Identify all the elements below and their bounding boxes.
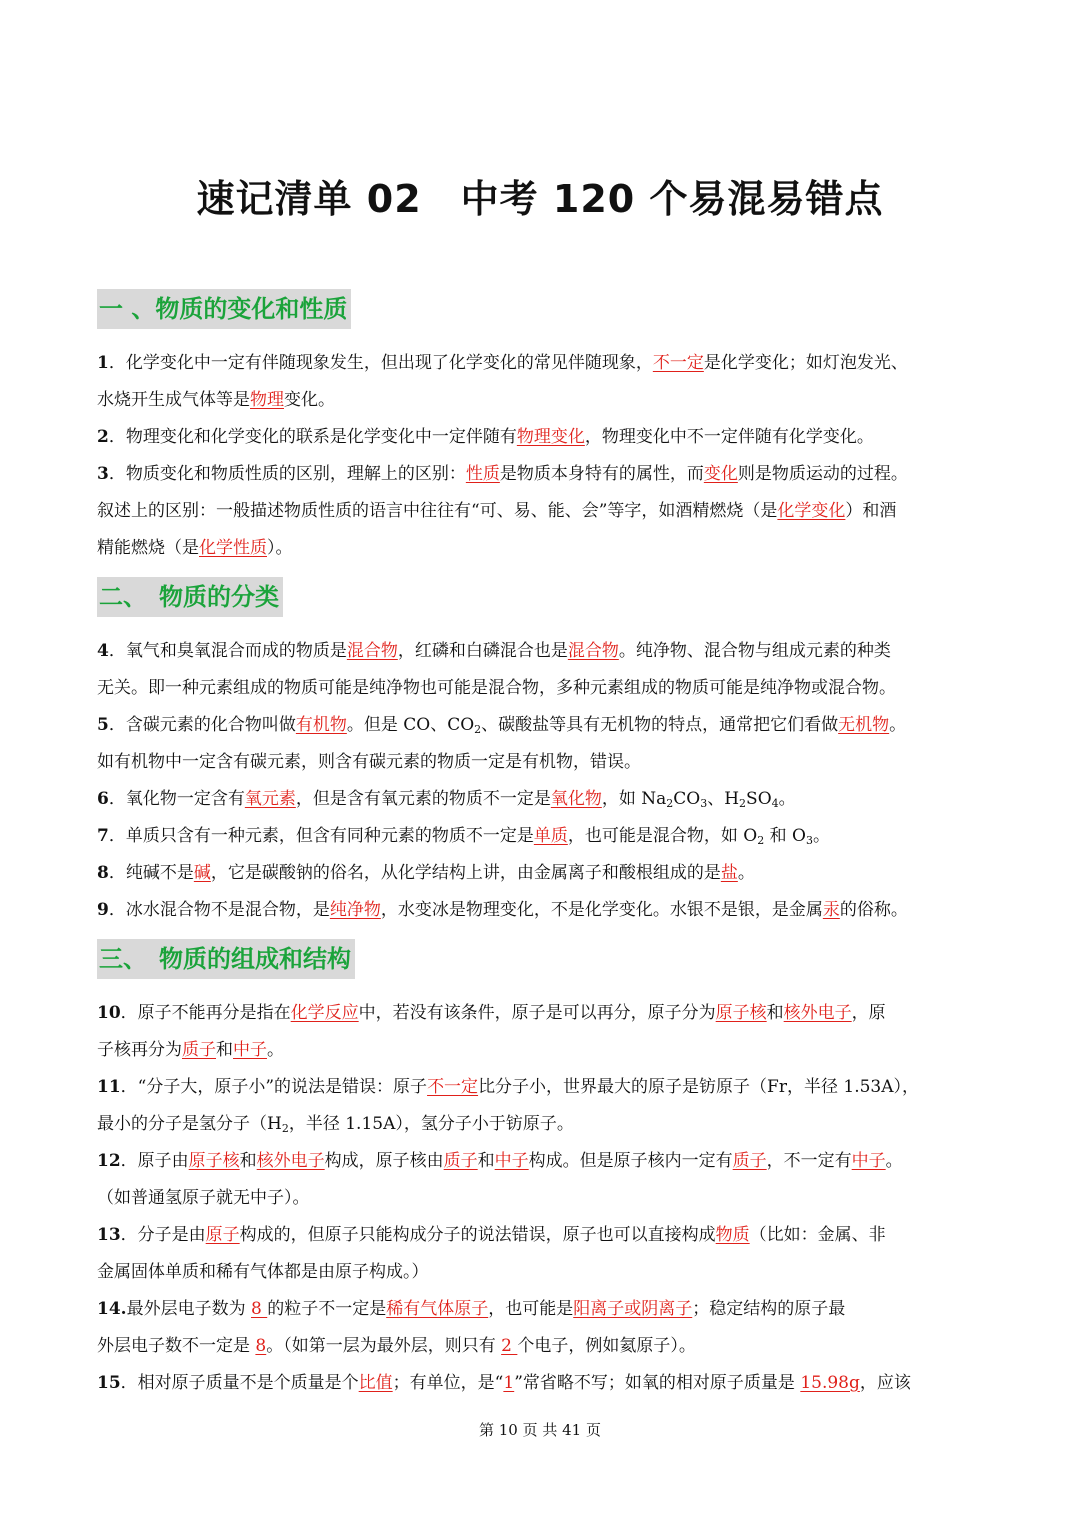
text-run: ．氧化物一定含有	[108, 789, 245, 809]
answer-highlight: 纯净物	[329, 900, 381, 920]
subscript: 2	[281, 1122, 289, 1135]
section-heading-2: 二、 物质的分类	[97, 577, 283, 617]
item-number: 11	[97, 1077, 121, 1097]
text-run: ；有单位，是“	[392, 1373, 504, 1393]
body-line	[97, 862, 985, 884]
text-run: ．原子由	[120, 1151, 189, 1171]
answer-highlight: 中子	[851, 1151, 886, 1171]
answer-highlight: 物理变化	[516, 427, 585, 447]
body-line	[97, 677, 985, 699]
text-run: 子核再分为	[97, 1040, 182, 1060]
page-footer: 第 10 页 共 41 页	[478, 1421, 601, 1439]
item-number: 3	[97, 464, 109, 484]
text-run: 。	[885, 1151, 903, 1171]
answer-highlight: 中子	[233, 1040, 267, 1060]
answer-highlight: 物质	[715, 1225, 750, 1245]
answer-highlight: 化学反应	[290, 1003, 359, 1023]
item-number: 1	[97, 353, 109, 373]
subscript: 4	[771, 797, 779, 810]
answer-highlight: 原子核	[188, 1151, 240, 1171]
text-run: ．含碳元素的化合物叫做	[108, 715, 296, 735]
text-run: ．单质只含有一种元素，但含有同种元素的物质不一定是	[108, 826, 534, 846]
answer-highlight: 8	[255, 1336, 267, 1356]
text-run: 无关。即一种元素组成的物质可能是纯净物也可能是混合物，多种元素组成的物质可能是纯净物或混合物。	[97, 678, 896, 698]
text-run: 的俗称。	[839, 900, 908, 920]
body-line	[97, 352, 985, 374]
text-run: 。纯净物、混合物与组成元素的种类	[618, 641, 891, 661]
text-run: ）和酒	[845, 501, 897, 521]
text-run: 。	[889, 715, 907, 735]
text-run: ）。	[267, 538, 293, 558]
answer-highlight: 物理	[250, 390, 284, 410]
body-line	[97, 463, 985, 485]
body-line	[97, 788, 985, 810]
item-number: 8	[97, 863, 109, 883]
text-run: ，也可能是	[488, 1299, 574, 1319]
text-run: ，不一定有	[766, 1151, 852, 1171]
text-run: ，它是碳酸钠的俗名，从化学结构上讲，由金属离子和酸根组成的是	[210, 863, 721, 883]
body-line	[97, 714, 985, 736]
answer-highlight: 无机物	[838, 715, 890, 735]
answer-highlight: 比值	[358, 1373, 393, 1393]
answer-highlight: 混合物	[346, 641, 398, 661]
text-run: 精能燃烧（是	[97, 538, 199, 558]
text-run: 水烧开生成气体等是	[97, 390, 250, 410]
answer-highlight: 1	[503, 1373, 515, 1393]
text-run: 。但是 CO、CO	[346, 715, 475, 735]
item-number: 12	[97, 1151, 121, 1171]
answer-highlight: 原子	[205, 1225, 240, 1245]
answer-highlight: 核外电子	[256, 1151, 325, 1171]
section-heading-3: 三、 物质的组成和结构	[97, 939, 355, 979]
text-run: 和	[477, 1151, 495, 1171]
text-run: 和	[239, 1151, 257, 1171]
text-run: ，水变冰是物理变化，不是化学变化。水银不是银，是金属	[380, 900, 823, 920]
text-run: 变化。	[284, 390, 335, 410]
text-run: 构成的，但原子只能构成分子的说法错误，原子也可以直接构成	[239, 1225, 716, 1245]
answer-highlight: 2	[501, 1336, 518, 1356]
body-line	[97, 1372, 985, 1394]
body-line	[97, 1113, 985, 1135]
body-line	[97, 899, 985, 921]
text-run: 和	[216, 1040, 233, 1060]
text-run: 构成，原子核由	[324, 1151, 444, 1171]
item-number: 7	[97, 826, 109, 846]
text-run: 中，若没有该条件，原子是可以再分，原子分为	[358, 1003, 716, 1023]
text-run: 外层电子数不一定是	[97, 1336, 256, 1356]
body-line	[97, 825, 985, 847]
answer-highlight: 有机物	[295, 715, 347, 735]
text-run: ；稳定结构的原子最	[692, 1299, 846, 1319]
answer-highlight: 盐	[720, 863, 738, 883]
text-run: ，如 Na	[601, 789, 667, 809]
subscript: 3	[805, 834, 813, 847]
answer-highlight: 原子核	[715, 1003, 767, 1023]
text-run: 如有机物中一定含有碳元素，则含有碳元素的物质一定是有机物，错误。	[97, 752, 641, 772]
text-run: ．相对原子质量不是个质量是个	[120, 1373, 359, 1393]
text-run: ，物理变化中不一定伴随有化学变化。	[584, 427, 874, 447]
text-run: ，红磷和白磷混合也是	[397, 641, 568, 661]
subscript: 2	[474, 723, 482, 736]
answer-highlight: 阳离子或阴离子	[573, 1299, 693, 1319]
text-run: ”常省略不写；如氧的相对原子质量是	[514, 1373, 801, 1393]
text-run: ，原	[851, 1003, 886, 1023]
answer-highlight: 化学性质	[199, 538, 267, 558]
text-run: ．物质变化和物质性质的区别，理解上的区别：	[108, 464, 466, 484]
item-number: 2	[97, 427, 109, 447]
item-number: 9	[97, 900, 109, 920]
text-run: ．原子不能再分是指在	[120, 1003, 291, 1023]
answer-highlight: 氧元素	[244, 789, 296, 809]
text-run: CO	[673, 789, 701, 809]
text-run: ，但是含有氧元素的物质不一定是	[295, 789, 551, 809]
text-run: 最小的分子是氢分子（H	[97, 1114, 282, 1134]
text-run: 是物质本身特有的属性，而	[499, 464, 704, 484]
body-line	[97, 1076, 985, 1098]
text-run: ，也可能是混合物，如 O	[567, 826, 758, 846]
subscript: 2	[739, 797, 747, 810]
body-line	[97, 1039, 985, 1061]
text-run: 金属固体单质和稀有气体都是由原子构成。）	[97, 1262, 429, 1282]
answer-highlight: 单质	[533, 826, 568, 846]
text-run: ．“分子大，原子小”的说法是错误：原子	[120, 1077, 428, 1097]
item-number: 14.	[97, 1299, 127, 1319]
item-number: 13	[97, 1225, 121, 1245]
answer-highlight: 不一定	[427, 1077, 479, 1097]
page-title: 速记清单 02 中考 120 个易混易错点	[196, 177, 884, 221]
body-line	[97, 1261, 985, 1283]
section-heading-1: 一 、物质的变化和性质	[97, 289, 351, 329]
body-line	[97, 426, 985, 448]
body-line	[97, 537, 985, 559]
answer-highlight: 稀有气体原子	[386, 1299, 489, 1319]
text-run: ．纯碱不是	[108, 863, 194, 883]
answer-highlight: 不一定	[652, 353, 704, 373]
text-run: 。	[267, 1040, 284, 1060]
subscript: 2	[666, 797, 674, 810]
text-run: 构成。但是原子核内一定有	[528, 1151, 733, 1171]
text-run: ．氧气和臭氧混合而成的物质是	[108, 641, 347, 661]
text-run: 和	[766, 1003, 784, 1023]
answer-highlight: 混合物	[567, 641, 619, 661]
text-run: 最外层电子数为	[126, 1299, 251, 1319]
text-run: 则是物质运动的过程。	[737, 464, 908, 484]
text-run: 。	[778, 789, 796, 809]
answer-highlight: 核外电子	[783, 1003, 852, 1023]
item-number: 15	[97, 1373, 121, 1393]
body-line	[97, 389, 985, 411]
subscript: 3	[700, 797, 708, 810]
text-run: 、H	[707, 789, 740, 809]
text-run: 叙述上的区别：一般描述物质性质的语言中往往有“可、易、能、会”等字，如酒精燃烧（是	[97, 501, 778, 521]
answer-highlight: 性质	[465, 464, 500, 484]
body-line	[97, 640, 985, 662]
text-run: （比如：金属、非	[749, 1225, 886, 1245]
item-number: 4	[97, 641, 109, 661]
subscript: 2	[757, 834, 765, 847]
body-line	[97, 1187, 985, 1209]
text-run: ．冰水混合物不是混合物，是	[108, 900, 330, 920]
body-line	[97, 1335, 985, 1357]
text-run: ，应该	[859, 1373, 911, 1393]
answer-highlight: 质子	[182, 1040, 216, 1060]
text-run: 是化学变化；如灯泡发光、	[703, 353, 908, 373]
text-run: ．物理变化和化学变化的联系是化学变化中一定伴随有	[108, 427, 517, 447]
text-run: ，半径 1.15A），氢分子小于钫原子。	[288, 1114, 574, 1134]
body-line	[97, 1002, 985, 1024]
answer-highlight: 8	[250, 1299, 268, 1319]
answer-highlight: 汞	[822, 900, 840, 920]
body-line	[97, 1298, 985, 1320]
text-run: 的粒子不一定是	[267, 1299, 387, 1319]
text-run: 比分子小，世界最大的原子是钫原子（Fr，半径 1.53A），	[478, 1077, 920, 1097]
text-run: SO	[746, 789, 772, 809]
text-run: 。	[812, 826, 830, 846]
text-run: 。（如第一层为最外层，则只有	[266, 1336, 502, 1356]
body-line	[97, 1224, 985, 1246]
body-line	[97, 1150, 985, 1172]
answer-highlight: 质子	[443, 1151, 478, 1171]
text-run: ．化学变化中一定有伴随现象发生，但出现了化学变化的常见伴随现象，	[108, 353, 653, 373]
text-run: 、碳酸盐等具有无机物的特点，通常把它们看做	[481, 715, 839, 735]
answer-highlight: 碱	[193, 863, 211, 883]
answer-highlight: 变化	[703, 464, 738, 484]
answer-highlight: 氧化物	[550, 789, 602, 809]
answer-highlight: 质子	[732, 1151, 767, 1171]
text-run: ．分子是由	[120, 1225, 206, 1245]
answer-highlight: 化学变化	[777, 501, 846, 521]
body-line	[97, 500, 985, 522]
text-run: 。	[737, 863, 755, 883]
text-run: 个电子，例如氦原子）。	[517, 1336, 696, 1356]
answer-highlight: 15.98g	[800, 1373, 860, 1393]
item-number: 10	[97, 1003, 121, 1023]
item-number: 6	[97, 789, 109, 809]
text-run: 和 O	[764, 826, 806, 846]
answer-highlight: 中子	[494, 1151, 529, 1171]
text-run: （如普通氢原子就无中子）。	[97, 1188, 310, 1208]
item-number: 5	[97, 715, 109, 735]
body-line	[97, 751, 985, 773]
